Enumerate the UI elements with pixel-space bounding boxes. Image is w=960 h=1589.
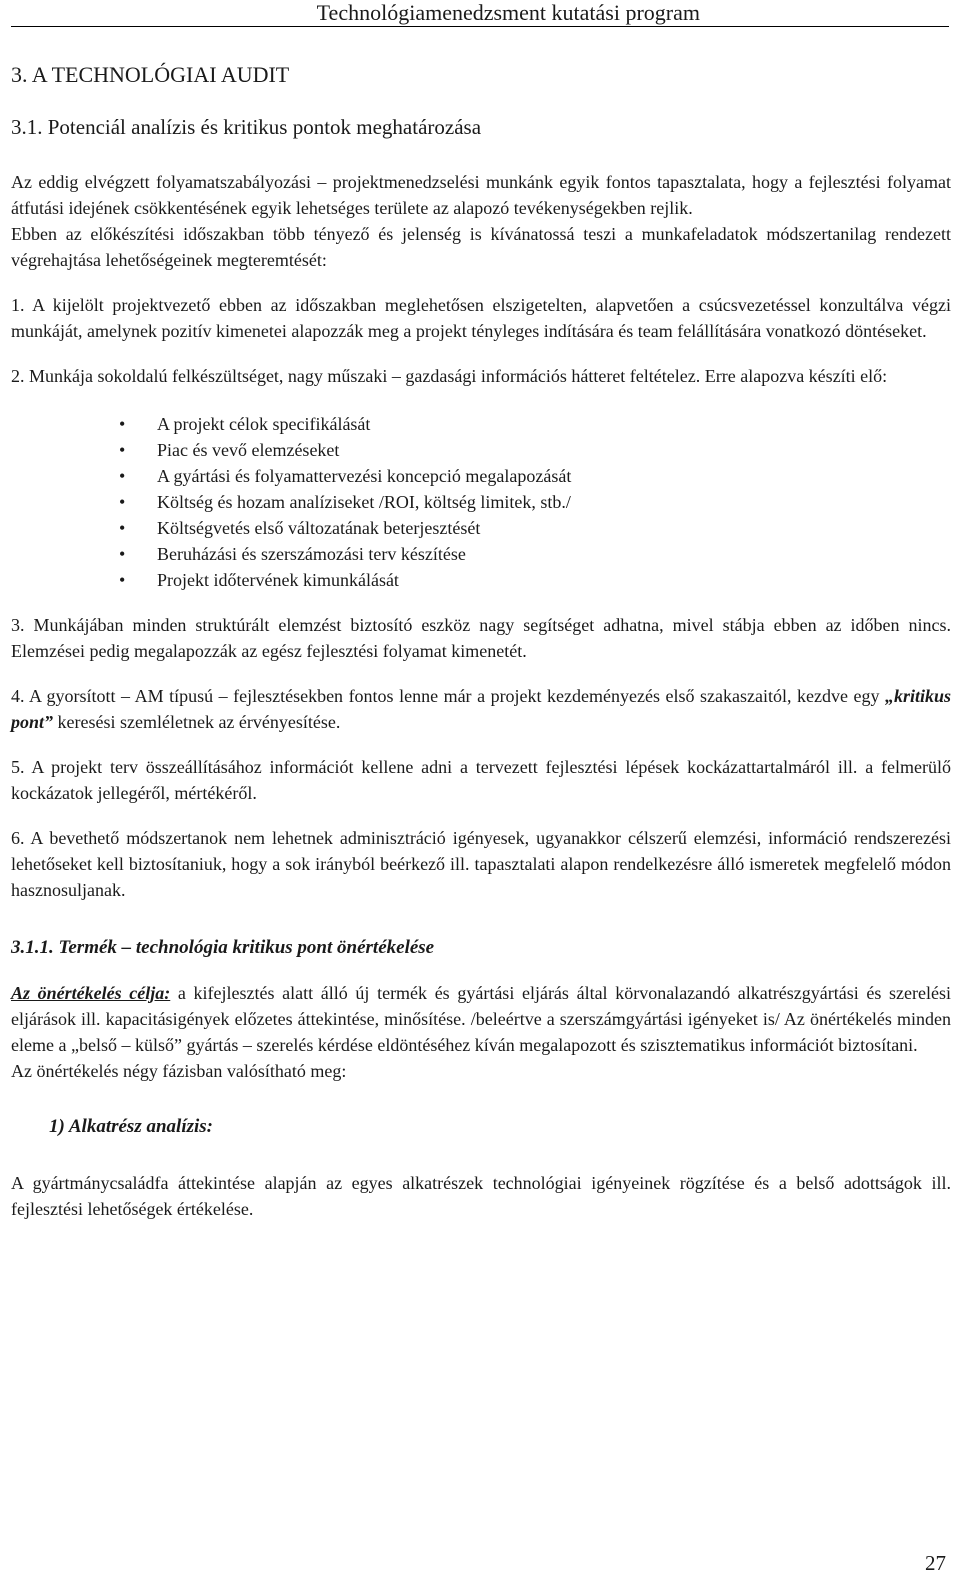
item-3: 3. Munkájában minden struktúrált elemzést biztosító eszköz nagy segítséget adhatna, mivel stábja ebben az időben nincs. Elemzései pedig megalapozzák az egész fejlesztési folyamat kimenetét. (11, 615, 951, 661)
bullet-list (11, 411, 951, 593)
emphasis-critical-point: „kritikus pont” (11, 686, 951, 732)
item-5: 5. A projekt terv összeállításához információt kellene adni a tervezett fejlesztési lépések kockázattartalmáról ill. a felmerülő kockázatok jellegéről, mértékéről. (11, 757, 951, 803)
bullet-icon: • (119, 440, 126, 460)
item-6: 6. A bevethető módszertanok nem lehetnek adminisztráció igényesek, ugyanakkor célszerű elemzési, információ rendszerezési lehetőseket kell biztosítaniuk, hogy a sok irányból beérkező ill. tapasztalati alapon rendelkezésre álló ismeretek megfelelő módon hasznosuljanak. (11, 828, 951, 900)
bullet-icon: • (119, 466, 126, 486)
phase-1-text: A gyártmánycsaládfa áttekintése alapján az egyes alkatrészek technológiai igényeinek rögzítése és a belső adottságok ill. fejlesztési lehetőségek értékelése. (11, 1173, 951, 1219)
running-header: Technológiamenedzsment kutatási program (316, 0, 700, 25)
subsection-title: 3.1.1. Termék – technológia kritikus pont önértékelése (11, 937, 435, 958)
bullet-icon: • (119, 492, 126, 512)
bullet-icon: • (119, 544, 126, 564)
intro-paragraph-2: Ebben az előkészítési időszakban több tényező és jelenség is kívánatossá teszi a munkafeladatok módszertanilag rendezett végrehajtása lehetőségeinek megteremtését: (11, 224, 951, 270)
list-item: • Piac és vevő elemzéseket (11, 437, 951, 463)
phase-1-title: 1) Alkatrész analízis: (49, 1116, 213, 1137)
page-content (11, 62, 951, 1222)
list-item: • Költségvetés első változatának beterjesztését (11, 515, 951, 541)
bullet-icon: • (119, 414, 126, 434)
item-4: 4. A gyorsított – AM típusú – fejlesztésekben fontos lenne már a projekt kezdeményezés első szakaszaitól, kezdve egy „kritikus pont” keresési szemléletnek az érvényesítése. (11, 686, 951, 732)
list-item: • Projekt időtervének kimunkálását (11, 567, 951, 593)
page-number: 27 (925, 1551, 946, 1575)
list-item: • Beruházási és szerszámozási terv készítése (11, 541, 951, 567)
goal-label: Az önértékelés célja: (11, 983, 171, 1003)
item-2: 2. Munkája sokoldalú felkészültséget, nagy műszaki – gazdasági információs hátteret feltételez. Erre alapozva készíti elő: (11, 366, 888, 386)
list-item: • A projekt célok specifikálását (11, 411, 951, 437)
phases-intro: Az önértékelés négy fázisban valósítható meg: (11, 1061, 347, 1081)
bullet-icon: • (119, 570, 126, 590)
intro-paragraph-1: Az eddig elvégzett folyamatszabályozási – projektmenedzselési munkánk egyik fontos tapasztalata, hogy a fejlesztési folyamat átfutási idejének csökkentésének egyik lehetséges területe az alapozó tevékenységekben rejlik. (11, 172, 951, 218)
section-title: 3.1. Potenciál analízis és kritikus pontok meghatározása (11, 115, 482, 139)
list-item: • Költség és hozam analíziseket /ROI, költség limitek, stb./ (11, 489, 951, 515)
header-rule (11, 26, 949, 27)
list-item: • A gyártási és folyamattervezési koncepció megalapozását (11, 463, 951, 489)
item-1: 1. A kijelölt projektvezető ebben az időszakban meglehetősen elszigetelten, alapvetően a csúcsvezetéssel konzultálva végzi munkáját, amelynek pozitív kimenetei alapozzák meg a projekt tényleges indítására és team felállítására vonatkozó döntéseket. (11, 295, 951, 341)
bullet-icon: • (119, 518, 126, 538)
chapter-title: 3. A TECHNOLÓGIAI AUDIT (11, 62, 290, 87)
self-assessment-paragraph: Az önértékelés célja: a kifejlesztés alatt álló új termék és gyártási eljárás által körvonalazandó alkatrészgyártási és szerelési eljárások ill. kapacitásigények előzetes áttekintése, minősítése. /beleértve a szerszámgyártási igényeket is/ Az önértékelés minden eleme a „belső – külső” gyártás – szerelés kérdése eldöntéséhez kíván megalapozott és szisztematikus információt biztosítani. (11, 983, 951, 1055)
